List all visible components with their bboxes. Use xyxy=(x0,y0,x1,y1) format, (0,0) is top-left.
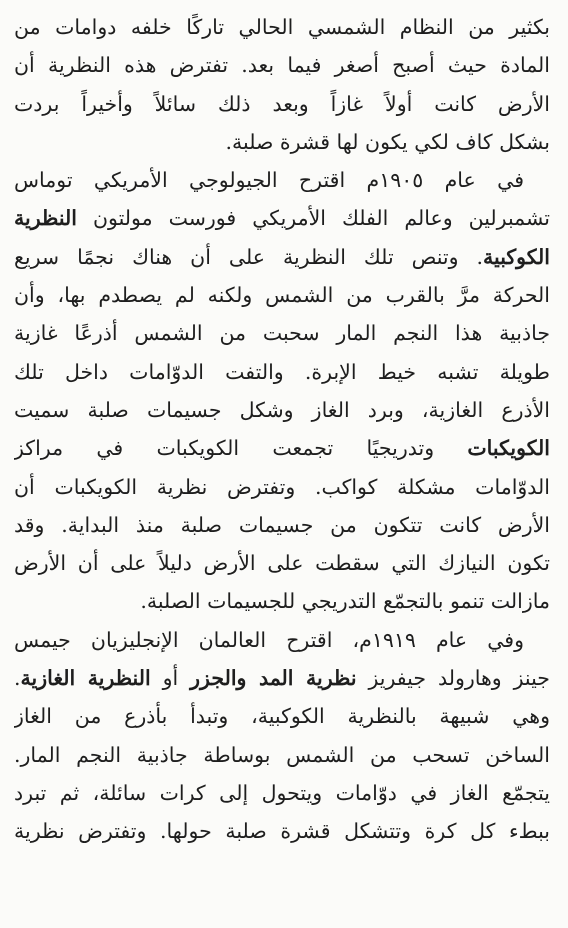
text-line xyxy=(14,85,550,123)
text-line xyxy=(14,46,550,84)
text-segment: بكثير من النظام الشمسي الحالي تاركًا خلفه دوامات من xyxy=(14,15,550,39)
text-segment: جينز وهارولد جيفريز xyxy=(356,666,550,691)
text-line xyxy=(14,621,550,659)
text-line xyxy=(14,123,550,161)
bold-term: نظرية المد والجزر xyxy=(190,666,357,691)
text-segment: مازالت تنمو بالتجمّع التدريجي للجسيمات الصلبة. xyxy=(140,589,550,614)
bold-term: الكويكبات xyxy=(467,436,550,461)
text-segment: المادة حيث أصبح أصغر فيما بعد. تفترض هذه النظرية أن xyxy=(14,53,550,78)
text-segment: يتجمّع الغاز في دوّامات ويتحول إلى كرات سائلة، ثم تبرد xyxy=(14,780,550,805)
text-line xyxy=(14,582,550,620)
text-segment: بشكل كاف لكي يكون لها قشرة صلبة. xyxy=(225,129,550,154)
text-line xyxy=(14,506,550,544)
text-segment: الأذرع الغازية، وبرد الغاز وشكل جسيمات صلبة سميت xyxy=(14,397,550,422)
text-line xyxy=(14,276,550,314)
text-segment: الأرض كانت تتكون من جسيمات صلبة منذ البداية. وقد xyxy=(14,512,550,537)
text-segment: تكون النيازك التي سقطت على الأرض دليلاً على أن الأرض xyxy=(14,551,550,576)
text-segment: . xyxy=(14,666,21,691)
text-segment: أو xyxy=(150,666,191,691)
bold-term: النظرية الغازية xyxy=(20,666,151,691)
text-segment: وتدريجيًا تجمعت الكويكبات في مراكز xyxy=(14,436,468,461)
text-line xyxy=(14,8,550,46)
text-line xyxy=(14,391,550,429)
text-segment: الأرض كانت أولاً غازاً وبعد ذلك سائلاً وأخيراً بردت xyxy=(14,91,550,116)
text-line xyxy=(14,774,550,812)
text-line xyxy=(14,468,550,506)
text-line xyxy=(14,736,550,774)
text-segment: الحركة مرَّ بالقرب من الشمس ولكنه لم يصطدم بها، وأن xyxy=(14,283,550,308)
text-segment: تشمبرلين وعالم الفلك الأمريكي فورست مولتون xyxy=(76,206,550,231)
text-segment: وفي عام ١٩١٩م، اقترح العالمان الإنجليزيان جيمس xyxy=(14,627,524,652)
text-segment: جاذبية هذا النجم المار سحبت من الشمس أذرعًا غازية xyxy=(14,321,550,346)
text-line xyxy=(14,429,550,467)
text-line xyxy=(14,161,550,199)
text-segment: ببطء كل كرة وتتشكل قشرة صلبة حولها. وتفترض نظرية xyxy=(14,819,550,844)
text-line xyxy=(14,199,550,237)
text-line xyxy=(14,238,550,276)
text-segment: الساخن تسحب من الشمس بوساطة جاذبية النجم المار. xyxy=(14,742,550,767)
text-line xyxy=(14,659,550,697)
text-line xyxy=(14,812,550,850)
text-line xyxy=(14,353,550,391)
text-segment: في عام ١٩٠٥م اقترح الجيولوجي الأمريكي توماس xyxy=(14,168,525,193)
text-segment: طويلة تشبه خيط الإبرة. والتفت الدوّامات داخل تلك xyxy=(14,359,550,384)
text-line xyxy=(14,314,550,352)
text-line xyxy=(14,544,550,582)
bold-term: النظرية xyxy=(14,206,77,231)
text-segment: وهي شبيهة بالنظرية الكوكبية، وتبدأ بأذرع من الغاز xyxy=(14,704,550,729)
text-segment: . وتنص تلك النظرية على أن هناك نجمًا سريع xyxy=(14,244,484,269)
text-line xyxy=(14,697,550,735)
text-segment: الدوّامات مشكلة كواكب. وتفترض نظرية الكويكبات أن xyxy=(14,474,550,499)
bold-term: الكوكبية xyxy=(483,244,550,269)
